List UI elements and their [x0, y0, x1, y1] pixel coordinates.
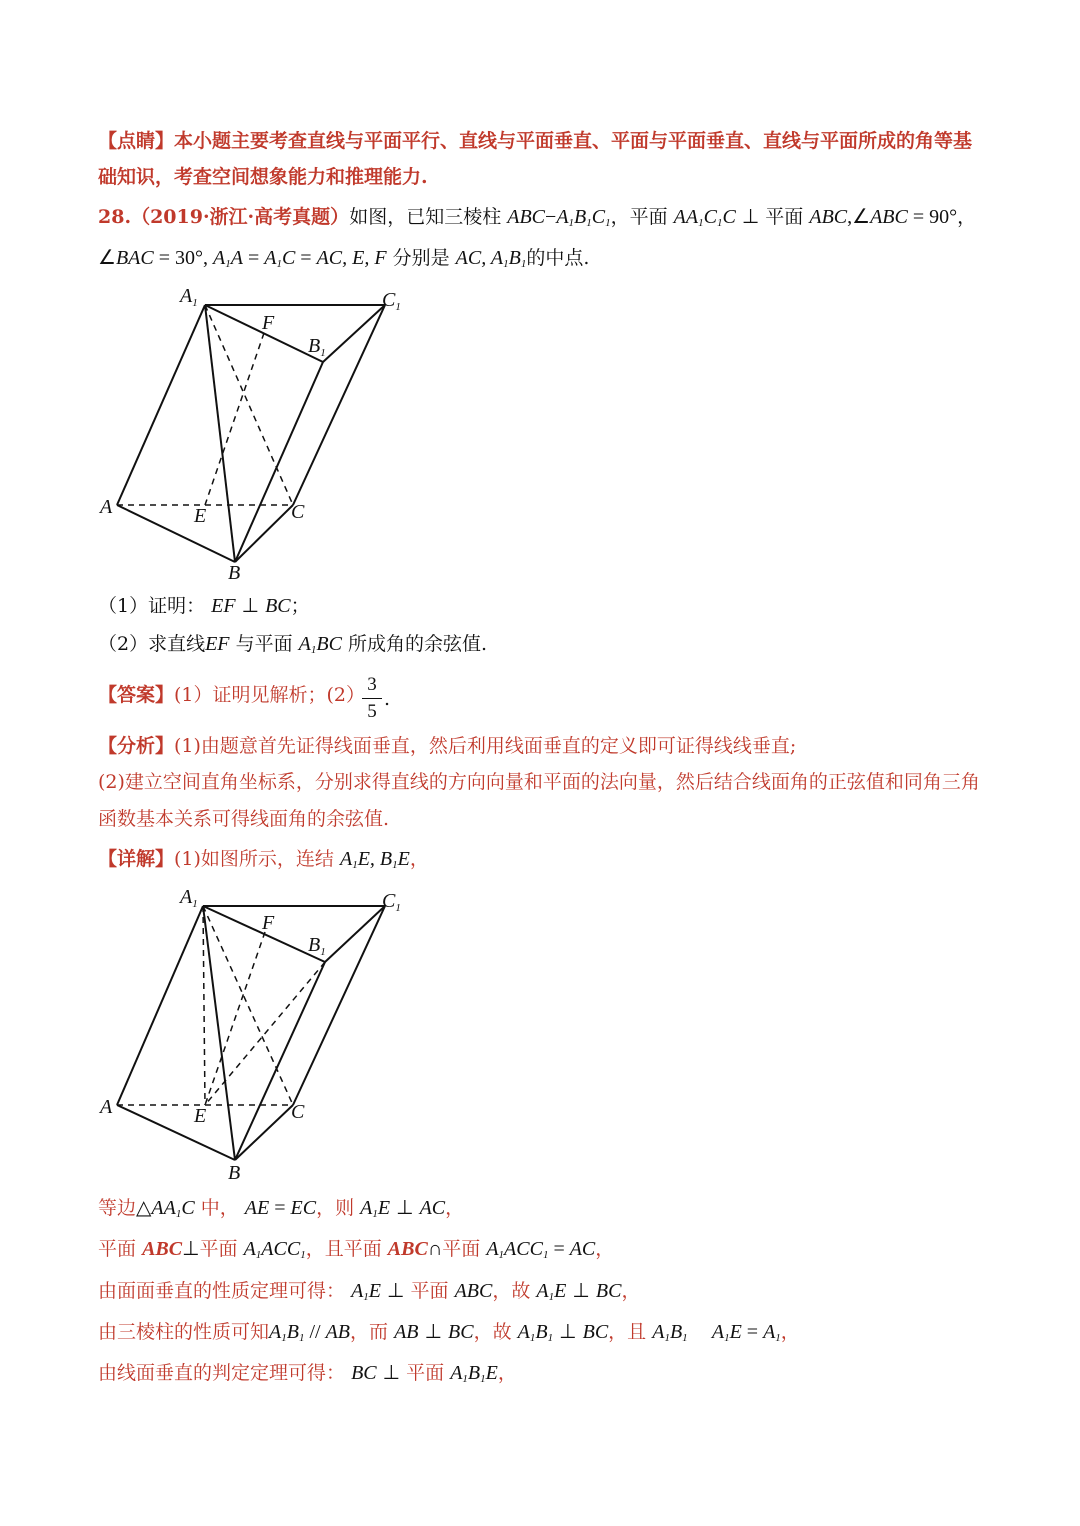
- problem-source: （2019·浙江·高考真题）: [131, 206, 350, 228]
- label2-A: A: [100, 1096, 113, 1118]
- detail-step-4: 由三棱柱的性质可知$A_1B_1$ // AB，而 AB ⊥ BC，故 $A_1B_1$ ⊥ BC，且 $A_1B_1$ $A_1E = A_1$，: [98, 1321, 800, 1344]
- detail-step-2: 平面 ABC⊥平面 $A_1ACC_1$，且平面 ABC∩平面 $A_1ACC_1$ = AC，: [98, 1238, 615, 1261]
- label2-C1: $C_1$: [382, 890, 401, 914]
- detail-tag: 【详解】: [98, 848, 175, 870]
- prism-figure-1: [90, 280, 430, 590]
- label2-A1: $A_1$: [180, 886, 198, 910]
- detail-intro: 【详解】(1)如图所示，连结 $A_1E$, $B_1E$，: [98, 848, 429, 871]
- answer-tag: 【答案】: [98, 684, 175, 706]
- comment-line-1: 【点睛】本小题主要考查直线与平面平行、直线与平面垂直、平面与平面垂直、直线与平面所成的角等基: [98, 130, 973, 152]
- prism-figure-2: [90, 880, 430, 1190]
- label-B1: $B_1$: [308, 335, 326, 359]
- answer-period: .: [384, 688, 391, 710]
- label2-E: E: [194, 1105, 207, 1127]
- label-A: A: [100, 496, 113, 518]
- detail-step-3: 由面面垂直的性质定理可得： $A_1E$ ⊥ 平面 ABC，故 $A_1E$ ⊥ BC，: [98, 1280, 641, 1303]
- answer-fraction: $\frac{3}{5}$: [362, 674, 382, 723]
- label2-B: B: [228, 1162, 241, 1184]
- label-F: F: [262, 312, 275, 334]
- detail-step-5: 由线面垂直的判定定理可得： BC ⊥ 平面 $A_1B_1E$，: [98, 1362, 517, 1385]
- problem-line-1: 28.（2019·浙江·高考真题）如图，已知三棱柱 $ABC-A_1B_1C_1$，平面 $AA_1C_1C$ ⊥ 平面 ABC,∠ABC = 90°，: [98, 206, 977, 229]
- detail-step-1: 等边$\triangle AA_1C$ 中， AE = EC，则 $A_1E$ ⊥ AC，: [98, 1197, 465, 1220]
- analysis-line-3: 函数基本关系可得线面角的余弦值.: [98, 808, 390, 830]
- comment-line-2: 础知识，考查空间想象能力和推理能力.: [98, 166, 428, 188]
- label2-F: F: [262, 912, 275, 934]
- label-B: B: [228, 562, 241, 584]
- analysis-line-1: 【分析】(1)由题意首先证得线面垂直，然后利用线面垂直的定义即可证得线线垂直;: [98, 735, 797, 757]
- label-C1: $C_1$: [382, 289, 401, 313]
- question-2: （2）求直线EF 与平面 $A_1BC$ 所成角的余弦值.: [98, 633, 488, 656]
- label-A1: $A_1$: [180, 285, 198, 309]
- label-E: E: [194, 505, 207, 527]
- label2-B1: $B_1$: [308, 934, 326, 958]
- problem-number: 28.: [98, 206, 132, 228]
- label-C: C: [291, 501, 305, 523]
- problem-line-2: ∠BAC = 30°, $A_1A = A_1C$ = AC, E, F 分别是 AC, $A_1B_1$的中点.: [98, 247, 590, 270]
- analysis-line-2: (2)建立空间直角坐标系，分别求得直线的方向向量和平面的法向量，然后结合线面角的正弦值和同角三角: [98, 771, 980, 793]
- analysis-tag: 【分析】: [98, 735, 175, 757]
- answer-line: 【答案】(1）证明见解析；(2）: [98, 684, 366, 706]
- comment-tag: 【点睛】: [98, 130, 175, 152]
- label2-C: C: [291, 1101, 305, 1123]
- question-1: （1）证明： EF ⊥ BC；: [98, 595, 310, 617]
